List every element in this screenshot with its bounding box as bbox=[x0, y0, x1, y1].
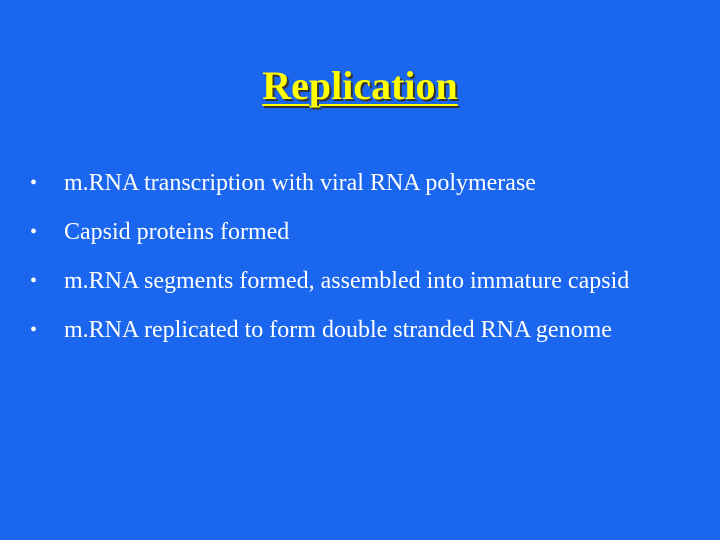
bullet-item bbox=[0, 208, 720, 257]
bullet-text: Capsid proteins formed bbox=[64, 219, 290, 245]
bullet-item bbox=[0, 257, 720, 306]
bullet-text: m.RNA transcription with viral RNA polymerase bbox=[64, 170, 536, 196]
bullet-item bbox=[0, 159, 720, 208]
bullet-text: m.RNA replicated to form double stranded RNA genome bbox=[64, 317, 612, 343]
bullet-dot-icon: • bbox=[30, 270, 38, 292]
slide-title: Replication bbox=[262, 63, 458, 108]
bullet-list bbox=[0, 159, 720, 355]
bullet-text: m.RNA segments formed, assembled into immature capsid bbox=[64, 268, 630, 294]
bullet-dot-icon: • bbox=[30, 172, 38, 194]
bullet-dot-icon: • bbox=[30, 319, 38, 341]
bullet-dot-icon: • bbox=[30, 221, 38, 243]
bullet-item bbox=[0, 306, 720, 355]
